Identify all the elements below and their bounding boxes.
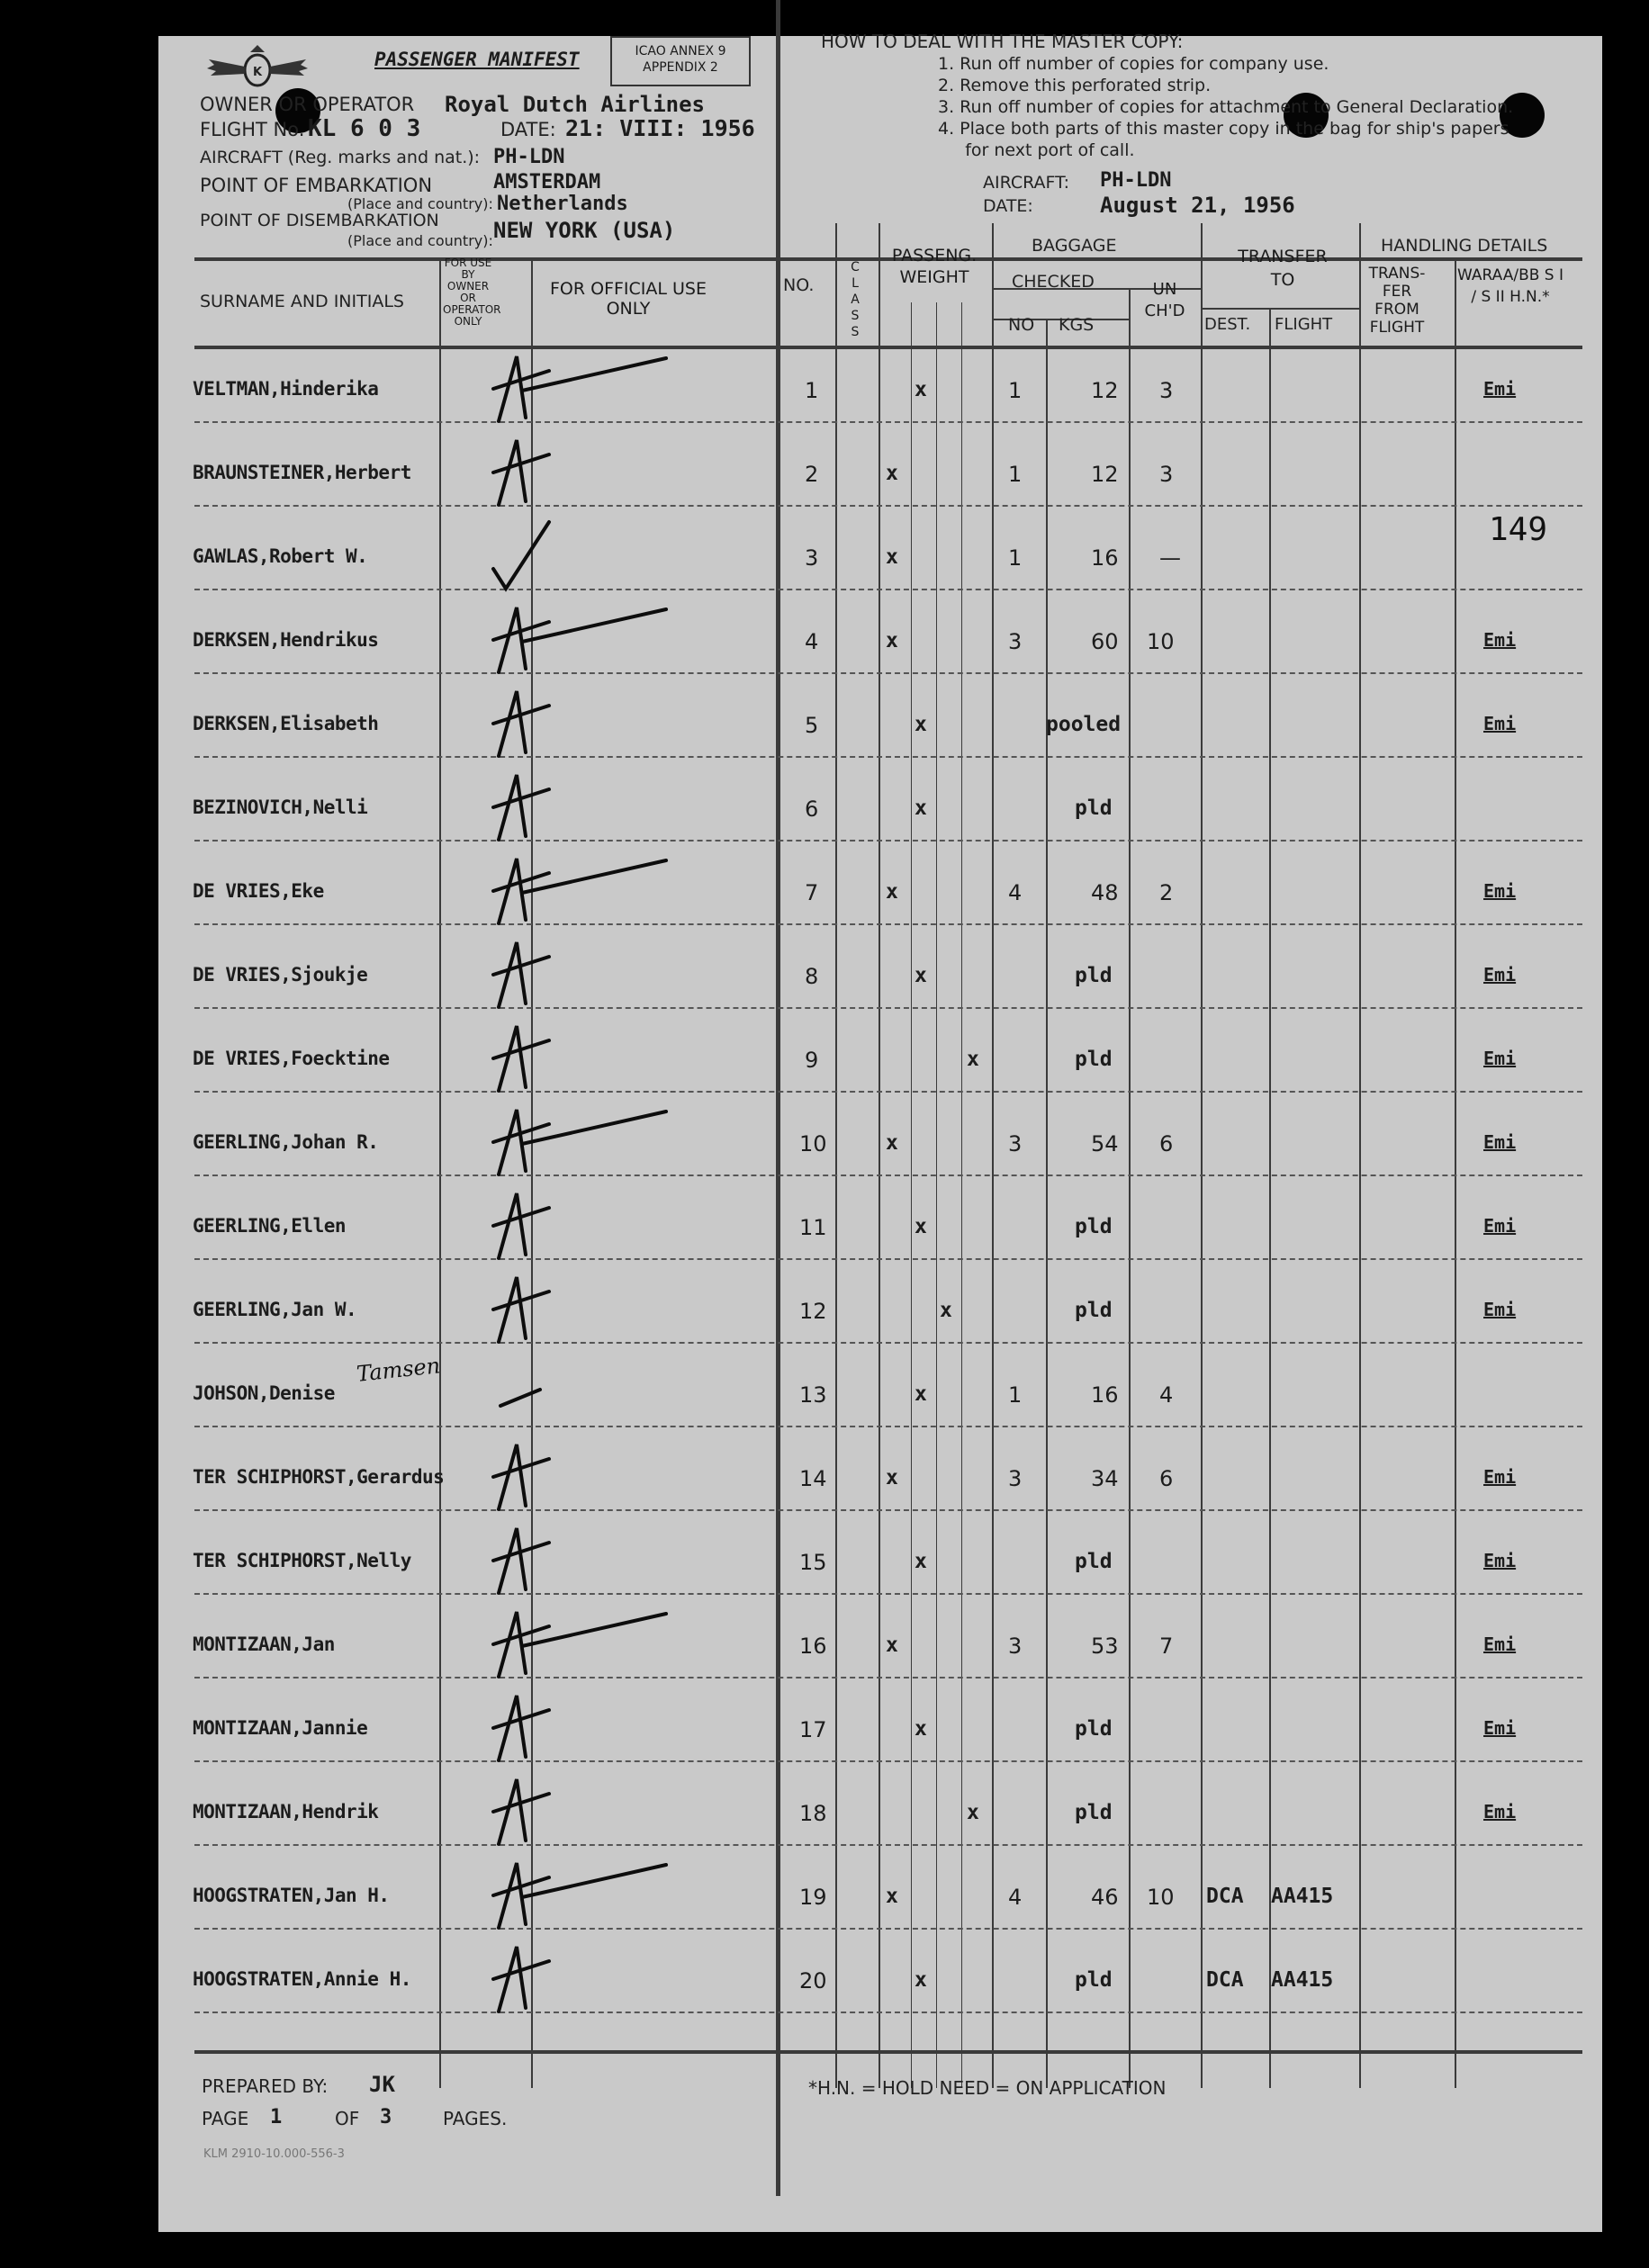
col-waraa: WARAA/BB S I / S II H.N.*	[1456, 266, 1564, 306]
handling-hn: Emi	[1483, 713, 1517, 734]
col-baggage: BAGGAGE	[1032, 236, 1117, 256]
baggage-kgs: pooled	[1046, 713, 1122, 736]
col-owner-use: FOR USE BY OWNER OR OPERATOR ONLY	[443, 256, 501, 328]
row-separator	[194, 2012, 1582, 2013]
weight-mark-icon: x	[915, 964, 927, 987]
handling-hn: Emi	[1483, 964, 1517, 986]
baggage-kgs: pld	[1075, 1299, 1113, 1322]
table-row	[158, 1272, 1602, 1355]
row-separator	[194, 589, 1582, 590]
weight-mark-icon: x	[915, 1382, 927, 1406]
flight-label: FLIGHT No.	[200, 119, 305, 140]
baggage-count: 1	[1008, 378, 1023, 403]
baggage-unchecked: 6	[1159, 1466, 1174, 1491]
table-row	[158, 937, 1602, 1021]
flight-value: KL 6 0 3	[308, 115, 421, 142]
passenger-number: 19	[799, 1885, 827, 1910]
baggage-kgs: 54	[1091, 1131, 1119, 1156]
row-separator	[194, 756, 1582, 758]
weight-mark-icon: x	[940, 1299, 952, 1322]
weight-mark-icon: x	[886, 1634, 898, 1657]
instr-date-value: August 21, 1956	[1100, 193, 1295, 218]
table-row	[158, 1690, 1602, 1774]
form-code: KLM 2910-10.000-556-3	[203, 2147, 345, 2161]
baggage-count: 1	[1008, 462, 1023, 487]
transfer-flight: AA415	[1271, 1968, 1334, 1992]
baggage-kgs: 60	[1091, 629, 1119, 654]
page-label: PAGE	[202, 2108, 249, 2129]
prepared-value: JK	[369, 2072, 395, 2097]
passenger-number: 18	[799, 1801, 827, 1826]
table-row	[158, 1941, 1602, 2025]
row-separator	[194, 505, 1582, 507]
baggage-count: 4	[1008, 880, 1023, 905]
row-separator	[194, 1174, 1582, 1176]
baggage-unchecked: 10	[1147, 629, 1175, 654]
baggage-count: 4	[1008, 1885, 1023, 1910]
weight-mark-icon: x	[915, 1215, 927, 1238]
weight-mark-icon: x	[886, 629, 898, 652]
col-dest: DEST.	[1204, 315, 1251, 334]
passenger-number: 5	[805, 713, 819, 738]
baggage-unchecked: 10	[1147, 1885, 1175, 1910]
passenger-number: 15	[799, 1550, 827, 1575]
col-transfer-from: TRANS-FER FROM FLIGHT	[1368, 265, 1426, 337]
icao-line-1: ICAO ANNEX 9	[635, 44, 726, 58]
weight-mark-icon: x	[886, 1466, 898, 1490]
aircraft-value: PH-LDN	[493, 146, 565, 168]
instruction-2: 2. Remove this perforated strip.	[938, 76, 1212, 95]
table-row	[158, 1021, 1602, 1104]
row-separator	[194, 1928, 1582, 1930]
prepared-label: PREPARED BY:	[202, 2075, 329, 2097]
row-separator	[194, 1258, 1582, 1260]
handling-hn: Emi	[1483, 1048, 1517, 1069]
baggage-kgs: 16	[1091, 545, 1119, 571]
passenger-name: GEERLING,Jan W.	[193, 1299, 357, 1320]
icao-line-2: APPENDIX 2	[643, 60, 718, 75]
baggage-count: 1	[1008, 1382, 1023, 1408]
embark-sub-label: (Place and country):	[347, 195, 493, 212]
baggage-kgs: pld	[1075, 964, 1113, 987]
baggage-kgs: pld	[1075, 1717, 1113, 1741]
weight-mark-icon: x	[886, 880, 898, 904]
weight-mark-icon: x	[915, 1968, 927, 1992]
table-row	[158, 1523, 1602, 1606]
baggage-count: 1	[1008, 545, 1023, 571]
table-row	[158, 686, 1602, 770]
col-passenger-weight: PASSENG. WEIGHT	[891, 246, 978, 287]
weight-mark-icon: x	[967, 1048, 979, 1071]
passenger-name: JOHSON,Denise	[193, 1382, 335, 1404]
handling-hn: Emi	[1483, 1634, 1517, 1655]
table-row	[158, 853, 1602, 937]
embark-value: AMSTERDAM	[493, 171, 601, 194]
table-row	[158, 1774, 1602, 1858]
pages-label: PAGES.	[443, 2108, 508, 2129]
transfer-flight: AA415	[1271, 1885, 1334, 1908]
row-separator	[194, 840, 1582, 842]
passenger-name: DE VRIES,Foecktine	[193, 1048, 390, 1069]
passenger-number: 6	[805, 796, 819, 822]
owner-label: OWNER OR OPERATOR	[200, 94, 415, 115]
passenger-number: 13	[799, 1382, 827, 1408]
weight-mark-icon: x	[886, 462, 898, 485]
instr-aircraft-value: PH-LDN	[1100, 169, 1172, 192]
table-row	[158, 1439, 1602, 1523]
passenger-number: 20	[799, 1968, 827, 1994]
handling-hn: Emi	[1483, 1215, 1517, 1237]
weight-mark-icon: x	[915, 713, 927, 736]
baggage-kgs: pld	[1075, 1215, 1113, 1238]
baggage-count: 3	[1008, 629, 1023, 654]
instruction-3: 3. Run off number of copies for attachment to General Declaration.	[938, 97, 1514, 117]
passenger-name: DE VRIES,Eke	[193, 880, 324, 902]
manifest-title: PASSENGER MANIFEST	[374, 49, 580, 70]
row-separator	[194, 1426, 1582, 1427]
baggage-unchecked: —	[1159, 545, 1181, 571]
page-number-stamp: 149	[1489, 511, 1548, 548]
row-separator	[194, 1593, 1582, 1595]
row-separator	[194, 421, 1582, 423]
baggage-unchecked: 4	[1159, 1382, 1174, 1408]
weight-mark-icon: x	[886, 1131, 898, 1155]
baggage-kgs: pld	[1075, 1801, 1113, 1824]
hold-need-note: *H.N. = HOLD NEED = ON APPLICATION	[808, 2077, 1167, 2099]
passenger-name: BRAUNSTEINER,Herbert	[193, 462, 411, 483]
passenger-number: 1	[805, 378, 819, 403]
klm-wings-logo-icon	[205, 43, 310, 101]
row-separator	[194, 1760, 1582, 1762]
handling-hn: Emi	[1483, 378, 1517, 400]
col-flight: FLIGHT	[1275, 315, 1333, 334]
row-separator	[194, 1844, 1582, 1846]
baggage-kgs: 48	[1091, 880, 1119, 905]
instr-date-label: DATE:	[983, 196, 1033, 216]
passenger-number: 9	[805, 1048, 819, 1073]
passenger-name: DERKSEN,Hendrikus	[193, 629, 379, 651]
passenger-number: 14	[799, 1466, 827, 1491]
official-check-mark-icon	[486, 1929, 684, 2028]
baggage-kgs: pld	[1075, 796, 1113, 820]
table-row	[158, 435, 1602, 518]
table-row	[158, 1606, 1602, 1690]
of-value: 3	[380, 2106, 392, 2128]
passenger-number: 12	[799, 1299, 827, 1324]
handling-hn: Emi	[1483, 1299, 1517, 1320]
baggage-kgs: pld	[1075, 1550, 1113, 1573]
embark-label: POINT OF EMBARKATION	[200, 175, 433, 196]
passenger-number: 11	[799, 1215, 827, 1240]
passenger-number: 3	[805, 545, 819, 571]
owner-value: Royal Dutch Airlines	[445, 92, 705, 117]
passenger-number: 10	[799, 1131, 827, 1156]
passenger-name: GEERLING,Johan R.	[193, 1131, 379, 1153]
passenger-name: BEZINOVICH,Nelli	[193, 796, 368, 818]
passenger-name: DERKSEN,Elisabeth	[193, 713, 379, 734]
manifest-sheet	[158, 31, 1602, 2232]
col-no: NO.	[783, 275, 815, 295]
page-value: 1	[270, 2106, 283, 2128]
svg-text:K: K	[252, 66, 263, 79]
passenger-name: MONTIZAAN,Jannie	[193, 1717, 368, 1739]
passenger-name: GEERLING,Ellen	[193, 1215, 347, 1237]
handling-hn: Emi	[1483, 1466, 1517, 1488]
baggage-kgs: 34	[1091, 1466, 1119, 1491]
baggage-kgs: pld	[1075, 1048, 1113, 1071]
passenger-name: GAWLAS,Robert W.	[193, 545, 368, 567]
row-separator	[194, 672, 1582, 674]
passenger-name: HOOGSTRATEN,Annie H.	[193, 1968, 411, 1990]
date-value: 21: VIII: 1956	[565, 115, 755, 141]
weight-mark-icon: x	[967, 1801, 979, 1824]
col-bag-no: NO	[1008, 315, 1035, 335]
passenger-name: MONTIZAAN,Jan	[193, 1634, 335, 1655]
table-row	[158, 1188, 1602, 1272]
baggage-unchecked: 3	[1159, 378, 1174, 403]
table-row	[158, 770, 1602, 853]
icao-box	[610, 36, 751, 86]
passenger-name: TER SCHIPHORST,Nelly	[193, 1550, 411, 1571]
baggage-kgs: 16	[1091, 1382, 1119, 1408]
baggage-count: 3	[1008, 1466, 1023, 1491]
baggage-count: 3	[1008, 1131, 1023, 1156]
weight-mark-icon: x	[915, 1550, 927, 1573]
header-rule-bottom	[194, 346, 1582, 349]
instruction-1: 1. Run off number of copies for company use.	[938, 54, 1329, 74]
transfer-dest: DCA	[1206, 1968, 1244, 1992]
passenger-number: 17	[799, 1717, 827, 1742]
baggage-kgs: 53	[1091, 1634, 1119, 1659]
col-official-use: FOR OFFICIAL USE ONLY	[549, 279, 707, 319]
row-separator	[194, 1007, 1582, 1009]
handling-hn: Emi	[1483, 629, 1517, 651]
weight-mark-icon: x	[915, 378, 927, 401]
instruction-4-cont: for next port of call.	[938, 140, 1135, 160]
table-row	[158, 1104, 1602, 1188]
row-separator	[194, 923, 1582, 925]
col-surname: SURNAME AND INITIALS	[200, 292, 404, 311]
col-handling: HANDLING DETAILS	[1381, 236, 1548, 256]
row-separator	[194, 1677, 1582, 1678]
baggage-kgs: 12	[1091, 462, 1119, 487]
col-class: CLASS	[851, 260, 860, 339]
passenger-name: TER SCHIPHORST,Gerardus	[193, 1466, 445, 1488]
row-separator	[194, 1342, 1582, 1344]
of-label: OF	[335, 2108, 360, 2129]
date-label: DATE:	[500, 119, 556, 140]
passenger-number: 8	[805, 964, 819, 989]
baggage-unchecked: 3	[1159, 462, 1174, 487]
disembark-value: NEW YORK (USA)	[493, 218, 676, 243]
disembark-label: POINT OF DISEMBARKATION	[200, 211, 439, 230]
handling-hn: Emi	[1483, 1550, 1517, 1571]
transfer-dest: DCA	[1206, 1885, 1244, 1908]
weight-mark-icon: x	[915, 1717, 927, 1741]
passenger-number: 7	[805, 880, 819, 905]
disembark-sub-label: (Place and country):	[347, 232, 493, 249]
handling-rule	[1359, 257, 1582, 259]
instruction-4: 4. Place both parts of this master copy in the bag for ship's papers	[938, 119, 1509, 139]
col-transfer-to: TRANSFER TO	[1238, 247, 1328, 290]
embark-country: Netherlands	[497, 193, 628, 215]
baggage-kgs: 46	[1091, 1885, 1119, 1910]
baggage-count: 3	[1008, 1634, 1023, 1659]
handling-hn: Emi	[1483, 1801, 1517, 1822]
passenger-name: VELTMAN,Hinderika	[193, 378, 379, 400]
baggage-kgs: pld	[1075, 1968, 1113, 1992]
passenger-name: HOOGSTRATEN,Jan H.	[193, 1885, 390, 1906]
baggage-unchecked: 6	[1159, 1131, 1174, 1156]
instructions-title: HOW TO DEAL WITH THE MASTER COPY:	[821, 31, 1184, 52]
handwritten-correction: Tamsen	[355, 1353, 442, 1387]
transfer-rule	[1201, 308, 1359, 310]
col-unchd: UN CH'D	[1144, 280, 1185, 320]
table-row	[158, 351, 1602, 435]
table-row	[158, 602, 1602, 686]
handling-hn: Emi	[1483, 1717, 1517, 1739]
table-row	[158, 1858, 1602, 1941]
weight-mark-icon: x	[886, 545, 898, 569]
baggage-kgs: 12	[1091, 378, 1119, 403]
row-separator	[194, 1509, 1582, 1511]
col-kgs: KGS	[1059, 315, 1095, 335]
col-checked: CHECKED	[1012, 272, 1095, 292]
passenger-number: 16	[799, 1634, 827, 1659]
table-bottom-rule	[194, 2050, 1582, 2054]
table-row	[158, 518, 1602, 602]
row-separator	[194, 1091, 1582, 1093]
weight-mark-icon: x	[915, 796, 927, 820]
weight-mark-icon: x	[886, 1885, 898, 1908]
aircraft-label: AIRCRAFT (Reg. marks and nat.):	[200, 148, 481, 167]
passenger-name: DE VRIES,Sjoukje	[193, 964, 368, 986]
baggage-unchecked: 2	[1159, 880, 1174, 905]
passenger-number: 2	[805, 462, 819, 487]
instr-aircraft-label: AIRCRAFT:	[983, 173, 1070, 193]
passenger-number: 4	[805, 629, 819, 654]
handling-hn: Emi	[1483, 880, 1517, 902]
handling-hn: Emi	[1483, 1131, 1517, 1153]
baggage-unchecked: 7	[1159, 1634, 1174, 1659]
passenger-name: MONTIZAAN,Hendrik	[193, 1801, 379, 1822]
